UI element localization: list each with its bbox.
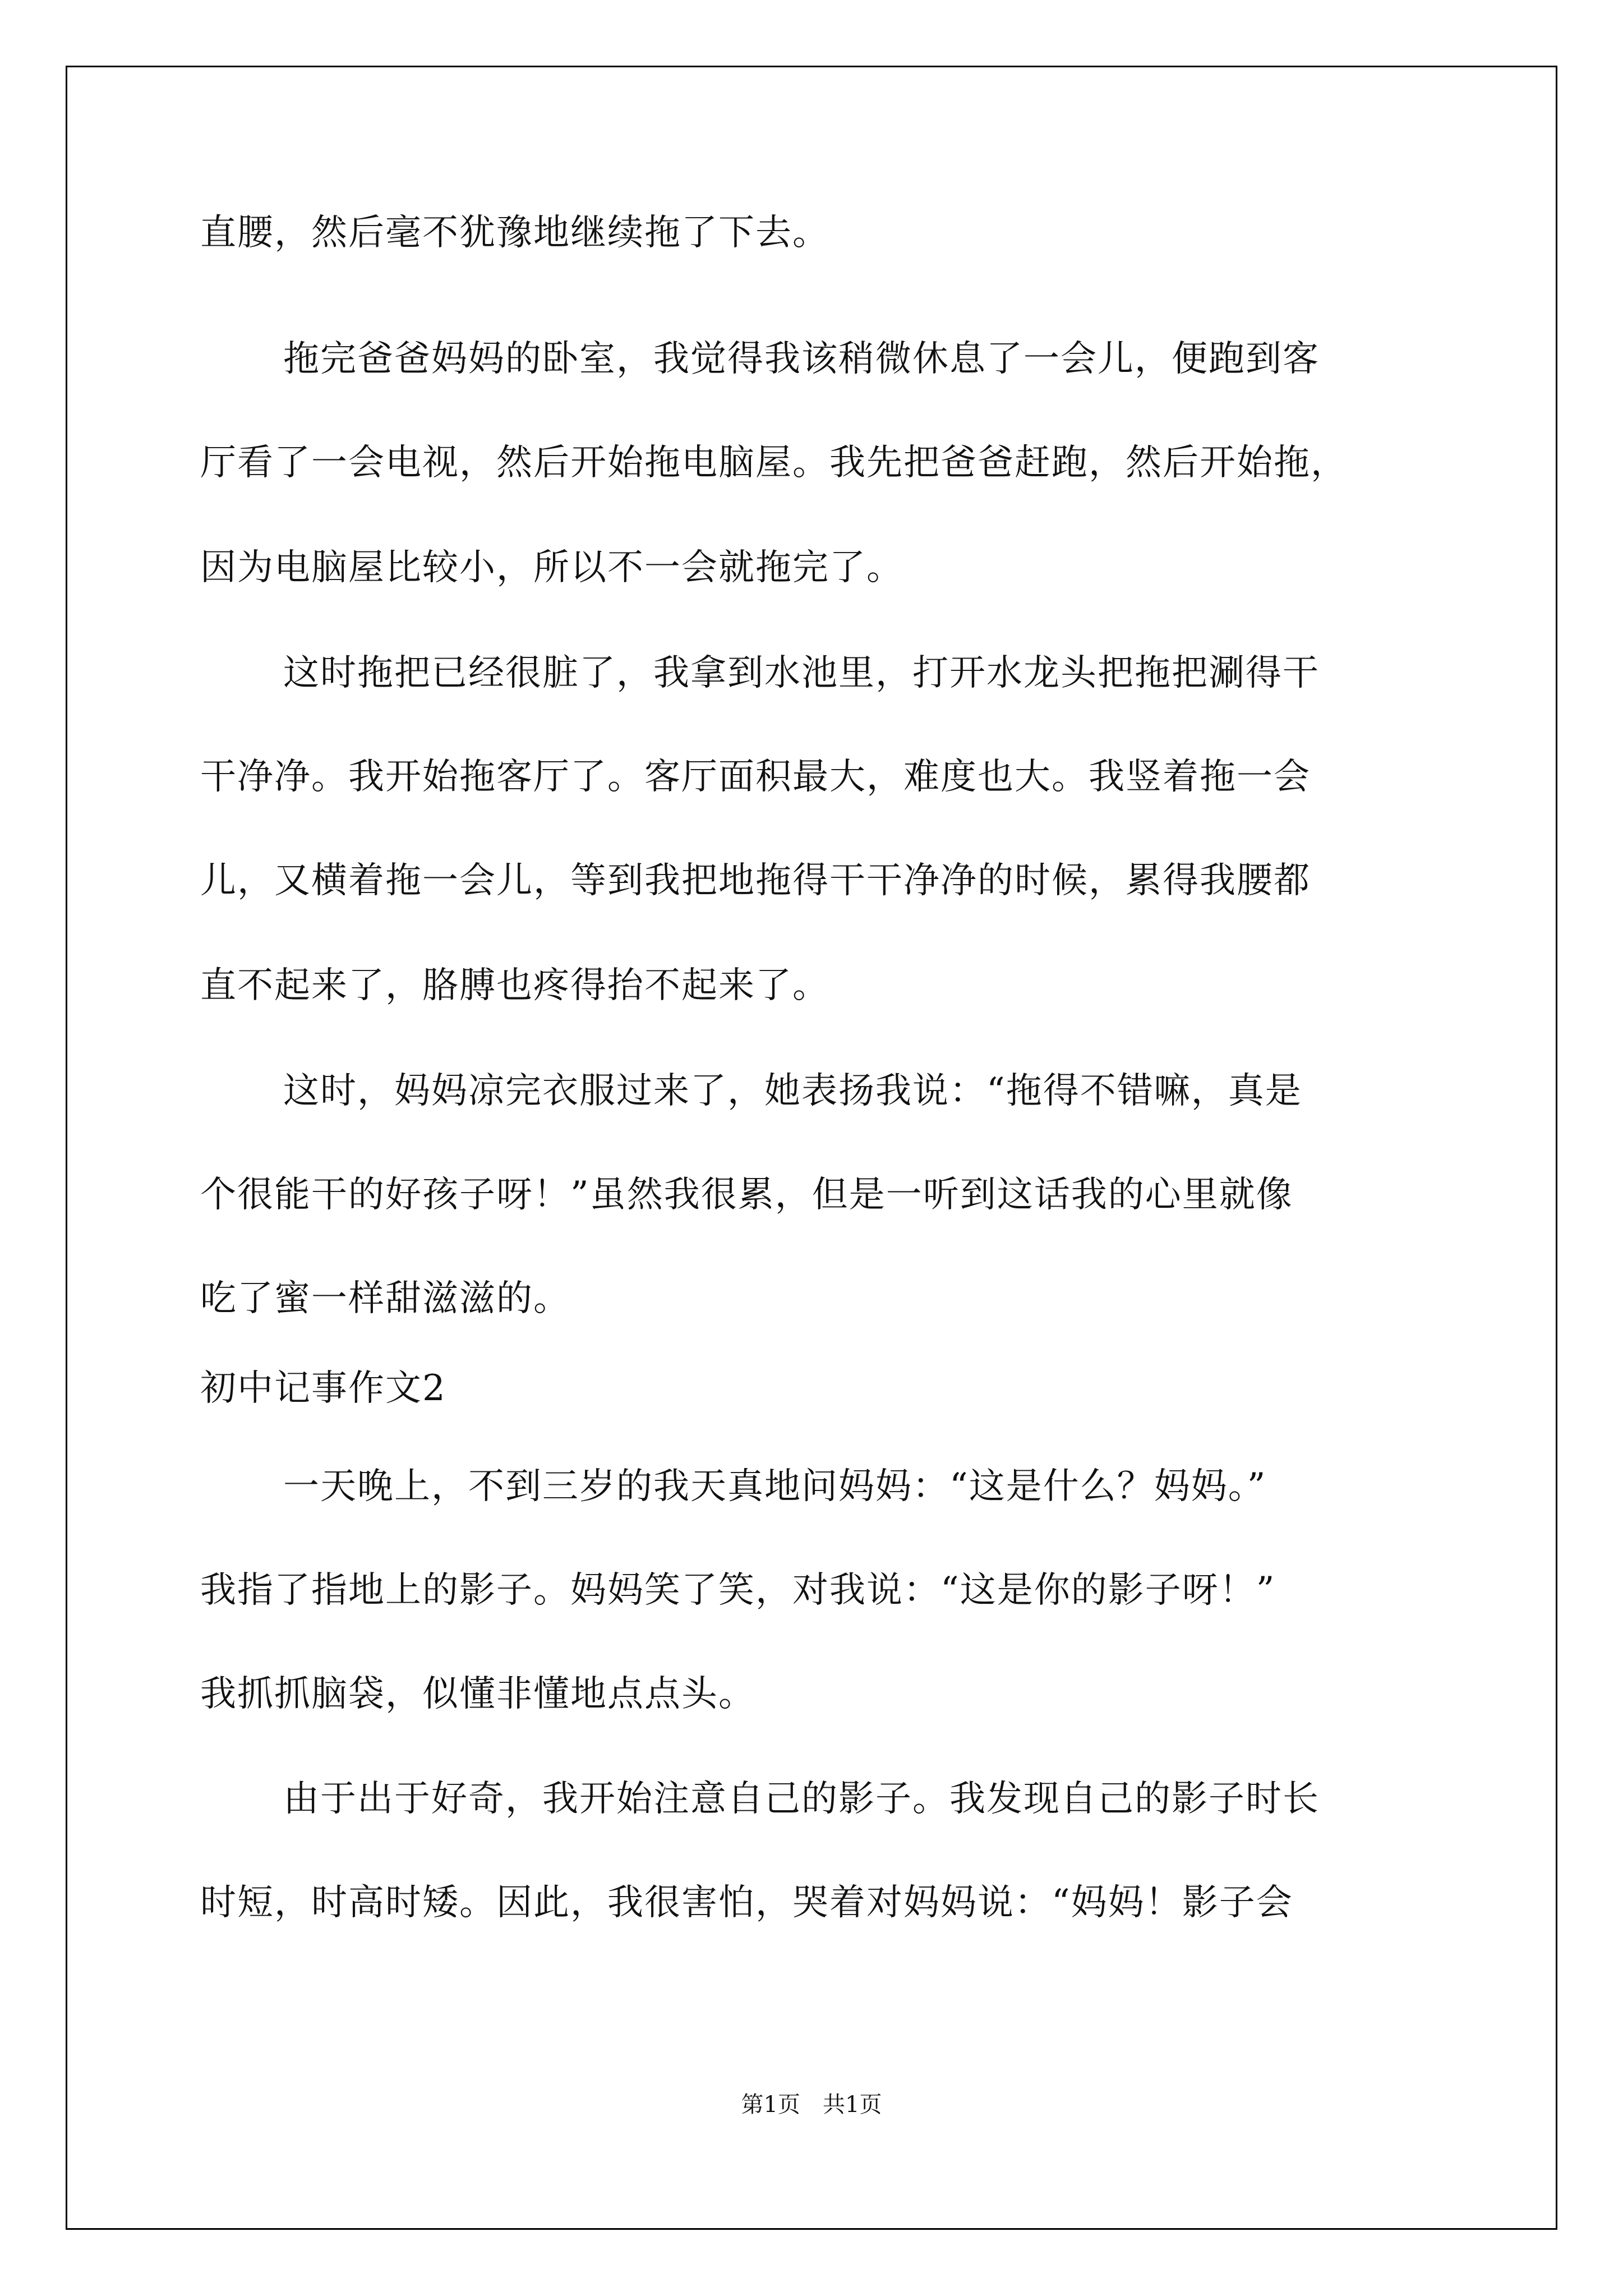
text-line: 吃了蜜一样甜滋滋的。	[200, 1278, 570, 1319]
text-line: 厅看了一会电视，然后开始拖电脑屋。我先把爸爸赶跑，然后开始拖，	[200, 442, 1348, 484]
text-line: 干净净。我开始拖客厅了。客厅面积最大，难度也大。我竖着拖一会	[200, 756, 1311, 798]
text-line: 因为电脑屋比较小，所以不一会就拖完了。	[200, 547, 903, 588]
text-line: 个很能干的好孩子呀！”虽然我很累，但是一听到这话我的心里就像	[200, 1174, 1293, 1216]
text-line: 由于出于好奇，我开始注意自己的影子。我发现自己的影子时长	[283, 1778, 1320, 1820]
section-heading: 初中记事作文2	[200, 1368, 446, 1409]
text-line: 这时拖把已经很脏了，我拿到水池里，打开水龙头把拖把涮得干	[283, 652, 1320, 694]
page-footer: 第1页 共1页	[741, 2092, 882, 2118]
text-line: 直不起来了，胳膊也疼得抬不起来了。	[200, 965, 829, 1006]
text-line: 一天晚上，不到三岁的我天真地问妈妈：“这是什么？妈妈。”	[283, 1466, 1267, 1507]
text-line: 这时，妈妈凉完衣服过来了，她表扬我说：“拖得不错嘛，真是	[283, 1070, 1302, 1112]
text-line: 我抓抓脑袋，似懂非懂地点点头。	[200, 1673, 755, 1715]
text-line: 拖完爸爸妈妈的卧室，我觉得我该稍微休息了一会儿，便跑到客	[283, 338, 1320, 380]
text-line: 直腰，然后毫不犹豫地继续拖了下去。	[200, 212, 829, 254]
text-line: 时短，时高时矮。因此，我很害怕，哭着对妈妈说：“妈妈！影子会	[200, 1882, 1293, 1924]
text-line: 我指了指地上的影子。妈妈笑了笑，对我说：“这是你的影子呀！”	[200, 1570, 1276, 1611]
text-line: 儿，又横着拖一会儿，等到我把地拖得干干净净的时候，累得我腰都	[200, 860, 1311, 901]
